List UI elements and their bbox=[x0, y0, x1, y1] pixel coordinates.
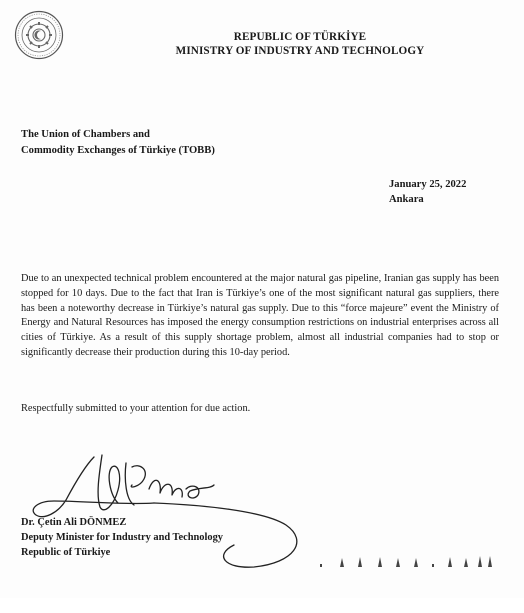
letter-date: January 25, 2022 bbox=[389, 179, 467, 190]
signer-country: Republic of Türkiye bbox=[21, 547, 111, 559]
signer-name: Dr. Çetin Ali DÖNMEZ bbox=[21, 517, 127, 528]
signer-title: Deputy Minister for Industry and Technology bbox=[21, 532, 223, 544]
page-bottom-margin bbox=[0, 598, 524, 613]
body-paragraph: Due to an unexpected technical problem encountered at the major natural gas pipeline, Iranian gas supply has been stopped for 10 days. Due to the fact that Iran is Türkiye’s one of the most significant natural gas suppliers, there has been a noteworthy decrease in Türkiye’s natural gas supply. Due to this “force majeure” event the Ministry of Energy and Natural Resources has imposed the energy consumption restrictions on industrial enterprises across all cities of Türkiye. As a result of this supply shortage problem, almost all industrial companies had to stop or significantly decrease their production during this 10-day period. bbox=[21, 273, 499, 358]
decorative-tick-marks bbox=[318, 548, 508, 568]
recipient-line-1: The Union of Chambers and bbox=[21, 129, 150, 140]
letterhead-country: REPUBLIC OF TÜRKİYE bbox=[233, 31, 367, 43]
letterhead-ministry: MINISTRY OF INDUSTRY AND TECHNOLOGY bbox=[175, 45, 425, 57]
handwritten-signature bbox=[14, 445, 314, 580]
ministry-seal-icon bbox=[14, 10, 64, 60]
letter-place: Ankara bbox=[389, 194, 424, 205]
closing-line: Respectfully submitted to your attention for due action. bbox=[21, 403, 251, 414]
letterhead bbox=[120, 30, 480, 58]
date-block bbox=[389, 177, 466, 207]
recipient-block bbox=[21, 127, 215, 159]
recipient-line-2: Commodity Exchanges of Türkiye (TOBB) bbox=[21, 145, 215, 156]
